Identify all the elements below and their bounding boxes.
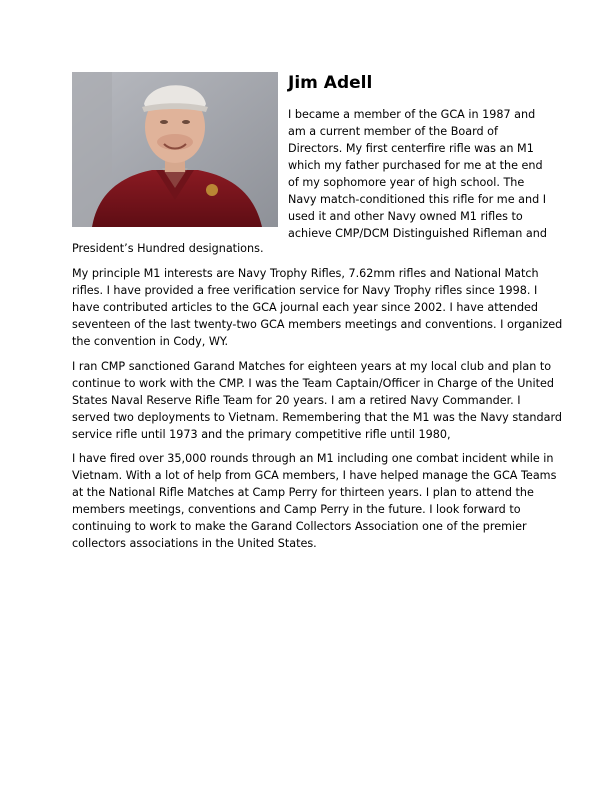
paragraph-3-line: I ran CMP sanctioned Garand Matches for eighteen years at my local club and plan to [72, 360, 552, 373]
intro-line: of my sophomore year of high school. The [288, 176, 525, 189]
person-name: Jim Adell [288, 73, 373, 93]
paragraph-3-line: served two deployments to Vietnam. Remembering that the M1 was the Navy standard [72, 411, 562, 424]
portrait-photo [72, 72, 278, 227]
paragraph-4-line: members meetings, conventions and Camp Perry in the future. I look forward to [72, 503, 521, 516]
intro-line: I became a member of the GCA in 1987 and [288, 108, 536, 121]
intro-line: which my father purchased for me at the end [288, 159, 543, 172]
paragraph-2-line: My principle M1 interests are Navy Trophy Rifles, 7.62mm rifles and National Match [72, 267, 539, 280]
paragraph-2-line: the convention in Cody, WY. [72, 335, 229, 348]
paragraph-3-line: service rifle until 1973 and the primary competitive rifle until 1980, [72, 428, 451, 441]
paragraph-2-line: seventeen of the last twenty-two GCA members meetings and conventions. I organized [72, 318, 563, 331]
paragraph-4-line: collectors associations in the United States. [72, 537, 317, 550]
paragraph-3-line: States Naval Reserve Rifle Team for 20 years. I am a retired Navy Commander. I [72, 394, 521, 407]
paragraph-3-line: continue to work with the CMP. I was the Team Captain/Officer in Charge of the United [72, 377, 554, 390]
paragraph-4-line: continuing to work to make the Garand Collectors Association one of the premier [72, 520, 527, 533]
paragraph-4-line: I have fired over 35,000 rounds through an M1 including one combat incident while in [72, 452, 554, 465]
paragraph-2-line: have contributed articles to the GCA journal each year since 2002. I have attended [72, 301, 539, 314]
intro-line: am a current member of the Board of [288, 125, 498, 138]
intro-line: President’s Hundred designations. [72, 242, 264, 255]
paragraph-4-line: at the National Rifle Matches at Camp Perry for thirteen years. I plan to attend the [72, 486, 534, 499]
intro-line: Directors. My first centerfire rifle was an M1 [288, 142, 534, 155]
paragraph-4-line: Vietnam. With a lot of help from GCA members, I have helped manage the GCA Teams [72, 469, 557, 482]
intro-line: used it and other Navy owned M1 rifles to [288, 210, 523, 223]
intro-line: Navy match-conditioned this rifle for me and I [288, 193, 547, 206]
intro-line: achieve CMP/DCM Distinguished Rifleman and [288, 227, 547, 240]
paragraph-2-line: rifles. I have provided a free verification service for Navy Trophy rifles since 1998. I [72, 284, 538, 297]
